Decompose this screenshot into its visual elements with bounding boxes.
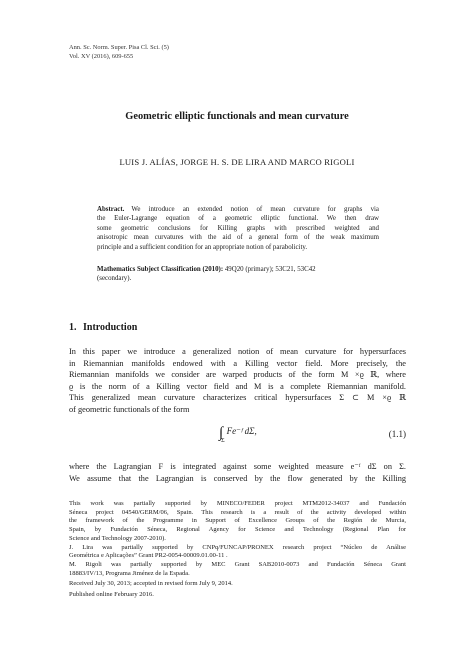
- abstract-label: Abstract.: [97, 206, 125, 213]
- equation-1-1: [69, 425, 406, 451]
- footnote-line: Spain, by Fundación Séneca, Regional Agency for Science and Technology (Regional Plan for: [69, 526, 406, 534]
- published-date: Published online February 2016.: [69, 591, 154, 599]
- integral-domain: Σ: [221, 438, 225, 444]
- abstract-line: the Euler-Lagrange equation of a geometric elliptic functional. We then draw: [97, 215, 379, 223]
- intro-line: This generalized mean curvature characterizes critical hypersurfaces Σ ⊂ M ×ϱ ℝ: [69, 393, 406, 402]
- integral-sign-icon: ∫: [219, 425, 224, 441]
- intro-line: of geometric functionals of the form: [69, 404, 190, 414]
- subject-classification: [97, 265, 379, 284]
- intro-line: where the Lagrangian F is integrated against some weighted measure e⁻ᶠ dΣ on Σ.: [69, 462, 406, 471]
- footnote-line: the framework of the Programme in Support of Excellence Groups of the Región de Murcia,: [69, 517, 406, 525]
- intro-line: in Riemannian manifolds endowed with a Killing vector field. More precisely, the: [69, 358, 406, 368]
- journal-volume: Vol. XV (2016), 609-655: [69, 52, 134, 60]
- abstract-line: [97, 205, 379, 214]
- intro-line: Riemannian manifolds we consider are warped products of the form M ×ϱ ℝ, where: [69, 370, 406, 379]
- journal-name: Ann. Sc. Norm. Super. Pisa Cl. Sci. (5): [69, 44, 169, 51]
- equation-integrand: Fe⁻ᶠ dΣ,: [226, 426, 257, 436]
- paper-title: Geometric elliptic functionals and mean curvature: [125, 111, 349, 122]
- equation-body: [219, 425, 257, 442]
- abstract-line-text: We introduce an extended notion of mean curvature for graphs via: [131, 206, 379, 213]
- section-heading: [69, 322, 137, 333]
- footnote-line: M. Rigoli was partially supported by MEC Grant SAB2010-0073 and Fundación Séneca Grant: [69, 560, 406, 568]
- intro-line: We assume that the Lagrangian is conserved by the flow generated by the Killing: [69, 473, 406, 483]
- section-number: 1.: [69, 322, 77, 333]
- footnotes: [69, 500, 406, 600]
- footnote-line: J. Lira was partially supported by CNPq/FUNCAP/PRONEX research project “Núcleo de Análise: [69, 543, 406, 551]
- abstract-text: [131, 205, 379, 214]
- footnote-line: Science and Technology 2007-2010).: [69, 534, 166, 542]
- msc-line: [97, 265, 379, 274]
- abstract-line: anisotropic mean curvatures with the aid of a general form of the weak maximum: [97, 234, 379, 242]
- received-date: Received July 30, 2013; accepted in revised form July 9, 2014.: [69, 580, 233, 588]
- footnote-line: This work was partially supported by MINECO/FEDER project MTM2012-34037 and Fundación: [69, 500, 406, 507]
- abstract-line: principle and a sufficient condition for an appropriate notion of parabolicity.: [97, 243, 308, 251]
- intro-line: In this paper we introduce a generalized notion of mean curvature for hypersurfaces: [69, 347, 406, 356]
- journal-header: [69, 44, 169, 61]
- footnote-line: 18883/IV/13, Programa Jiménez de la Espada.: [69, 569, 190, 577]
- abstract: [97, 205, 379, 252]
- msc-label: Mathematics Subject Classification (2010):: [97, 266, 224, 273]
- intro-paragraph-continued: [69, 461, 406, 484]
- msc-codes: 49Q20 (primary); 53C21, 53C42: [224, 266, 316, 273]
- intro-line: ϱ is the norm of a Killing vector field and M is a complete Riemannian manifold.: [69, 381, 406, 391]
- footnote-line: Geométrica e Aplicações” Grant PR2-0054-00009.01.00-11 .: [69, 552, 228, 560]
- paper-authors: LUIS J. ALÍAS, JORGE H. S. DE LIRA AND MARCO RIGOLI: [119, 157, 355, 167]
- abstract-line: some geometric conclusions for Killing graphs with prescribed weighted and: [97, 224, 379, 232]
- equation-number: (1.1): [388, 429, 406, 439]
- footnote-line: Séneca project 04540/GERM/06, Spain. This research is a result of the activity developed within: [69, 508, 406, 516]
- msc-line: (secondary).: [97, 275, 132, 283]
- section-title: Introduction: [83, 322, 138, 333]
- intro-paragraph: [69, 346, 406, 415]
